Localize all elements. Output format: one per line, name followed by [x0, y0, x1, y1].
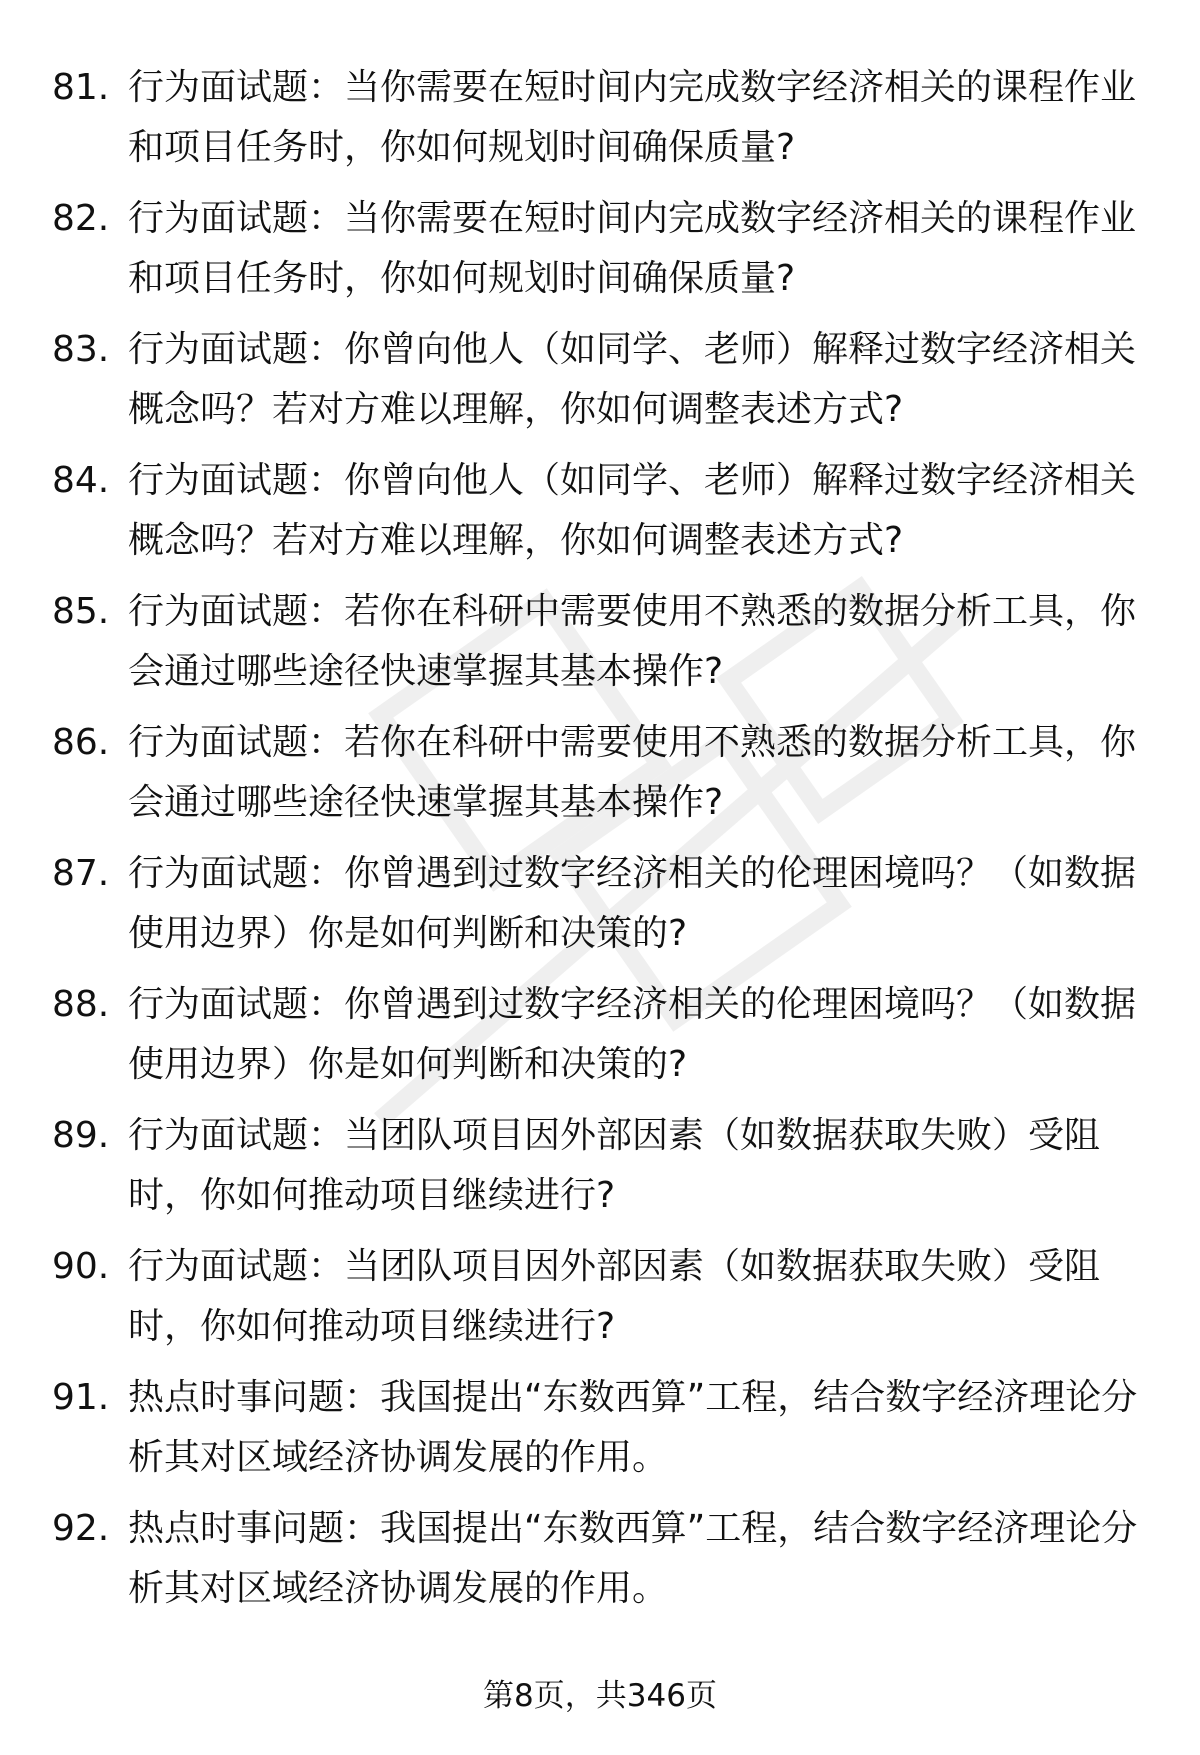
question-text: 热点时事问题：我国提出“东数西算”工程，结合数字经济理论分析其对区域经济协调发展的作用。 — [128, 1508, 1138, 1609]
question-number: 92. — [52, 1508, 110, 1549]
question-item — [52, 1106, 1152, 1237]
question-number: 81. — [52, 67, 110, 108]
question-text: 行为面试题：当你需要在短时间内完成数字经济相关的课程作业和项目任务时，你如何规划时间确保质量? — [128, 67, 1137, 168]
question-item — [52, 844, 1152, 975]
question-text: 热点时事问题：我国提出“东数西算”工程，结合数字经济理论分析其对区域经济协调发展的作用。 — [128, 1377, 1138, 1478]
question-item — [52, 189, 1152, 320]
question-number: 88. — [52, 984, 110, 1025]
question-item — [52, 713, 1152, 844]
question-text: 行为面试题：当团队项目因外部因素（如数据获取失败）受阻时，你如何推动项目继续进行? — [128, 1246, 1101, 1347]
question-list — [52, 58, 1152, 1630]
question-text: 行为面试题：当团队项目因外部因素（如数据获取失败）受阻时，你如何推动项目继续进行? — [128, 1115, 1101, 1216]
question-text: 行为面试题：若你在科研中需要使用不熟悉的数据分析工具，你会通过哪些途径快速掌握其基本操作? — [128, 722, 1137, 823]
question-text: 行为面试题：你曾遇到过数字经济相关的伦理困境吗？（如数据使用边界）你是如何判断和决策的? — [128, 853, 1137, 954]
question-item — [52, 1499, 1152, 1630]
question-number: 89. — [52, 1115, 110, 1156]
question-item — [52, 1368, 1152, 1499]
page-number-footer: 第8页，共346页 — [483, 1678, 717, 1714]
question-item — [52, 1237, 1152, 1368]
question-text: 行为面试题：若你在科研中需要使用不熟悉的数据分析工具，你会通过哪些途径快速掌握其基本操作? — [128, 591, 1137, 692]
question-number: 83. — [52, 329, 110, 370]
question-text: 行为面试题：你曾向他人（如同学、老师）解释过数字经济相关概念吗？若对方难以理解，你如何调整表述方式? — [128, 329, 1137, 430]
question-text: 行为面试题：当你需要在短时间内完成数字经济相关的课程作业和项目任务时，你如何规划时间确保质量? — [128, 198, 1137, 299]
question-item — [52, 975, 1152, 1106]
question-text: 行为面试题：你曾向他人（如同学、老师）解释过数字经济相关概念吗？若对方难以理解，你如何调整表述方式? — [128, 460, 1137, 561]
question-number: 82. — [52, 198, 110, 239]
question-number: 87. — [52, 853, 110, 894]
question-number: 86. — [52, 722, 110, 763]
question-text: 行为面试题：你曾遇到过数字经济相关的伦理困境吗？（如数据使用边界）你是如何判断和决策的? — [128, 984, 1137, 1085]
question-item — [52, 320, 1152, 451]
question-number: 91. — [52, 1377, 110, 1418]
question-item — [52, 58, 1152, 189]
question-number: 90. — [52, 1246, 110, 1287]
question-number: 84. — [52, 460, 110, 501]
question-item — [52, 582, 1152, 713]
question-item — [52, 451, 1152, 582]
question-number: 85. — [52, 591, 110, 632]
